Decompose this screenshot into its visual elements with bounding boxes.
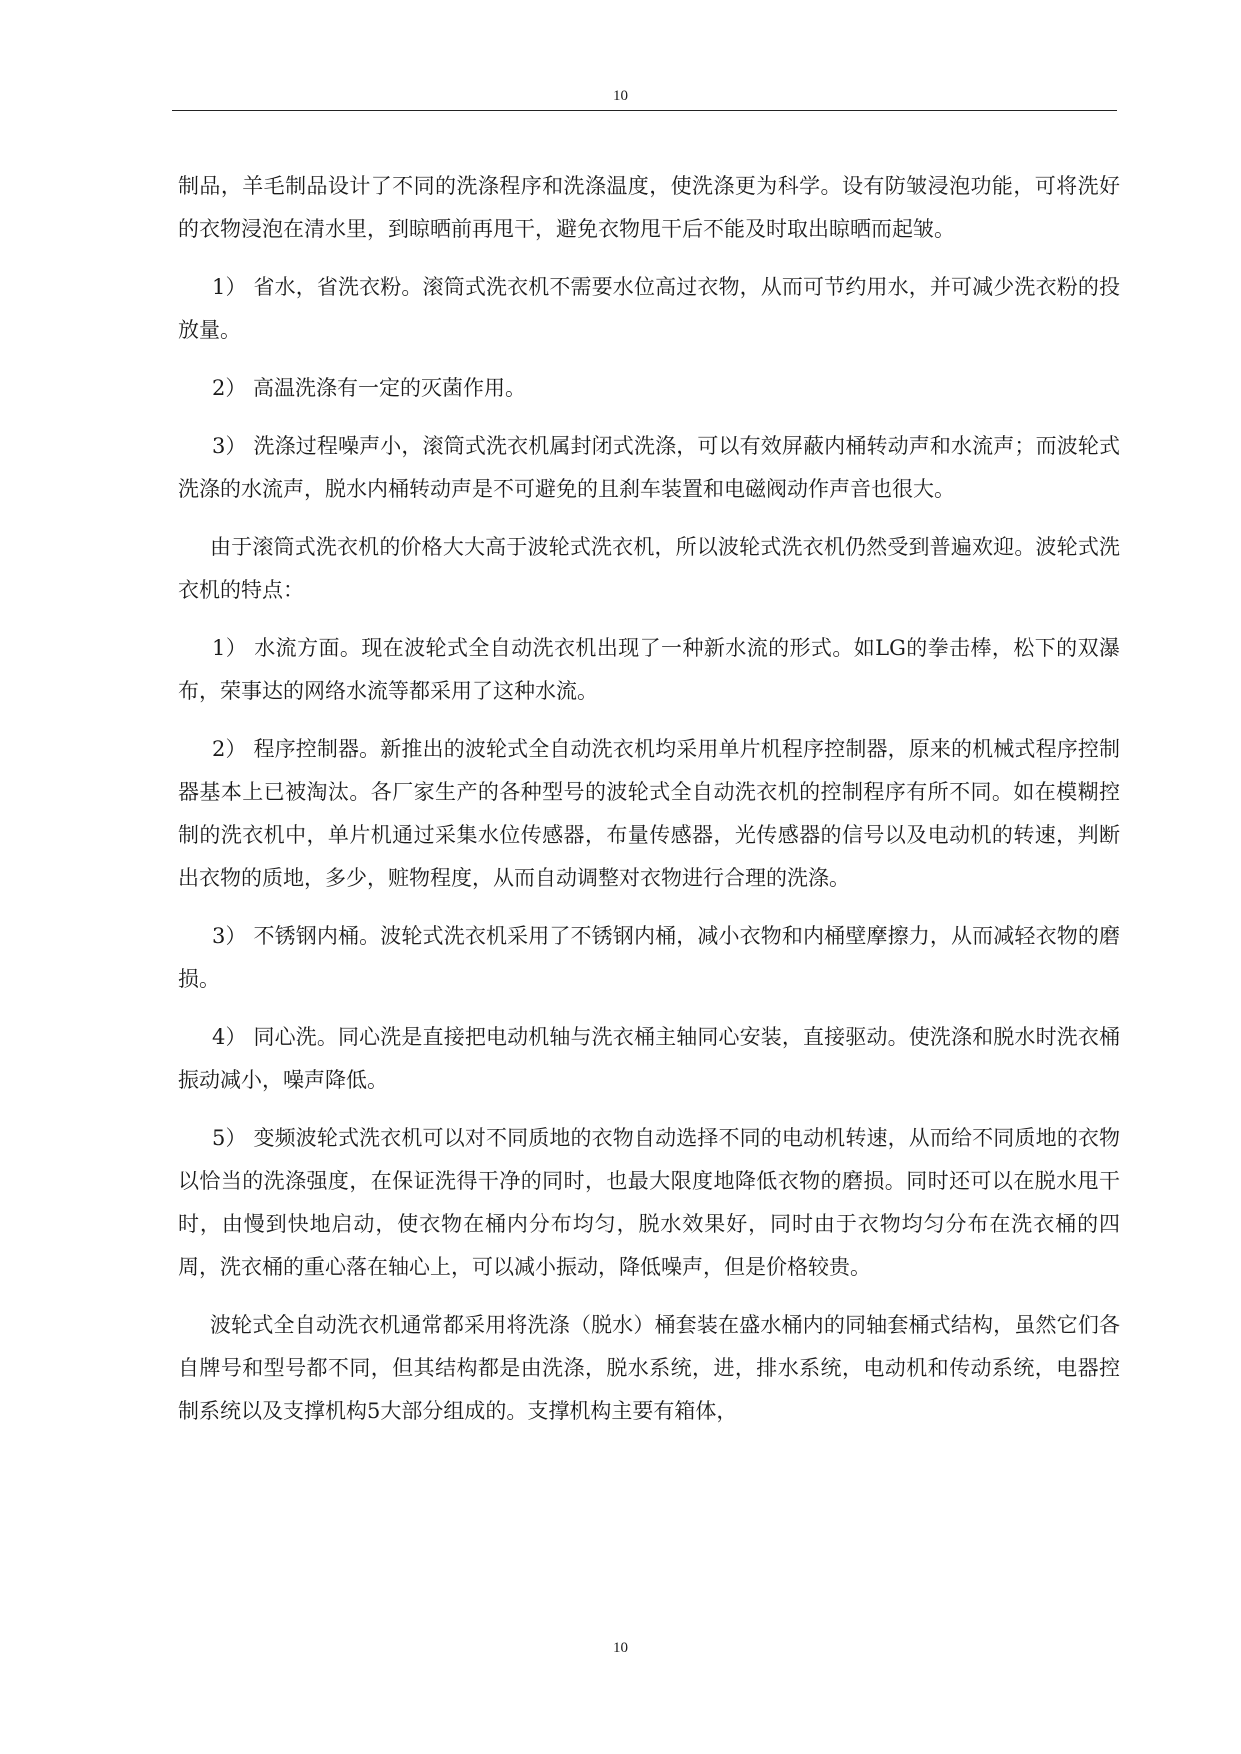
list-item-variable-frequency: 5） 变频波轮式洗衣机可以对不同质地的衣物自动选择不同的电动机转速，从而给不同质地的衣物以恰当的洗涤强度，在保证洗得干净的同时，也最大限度地降低衣物的磨损。同时还可以在脱水甩干时，由慢到快地启动，使衣物在桶内分布均匀，脱水效果好，同时由于衣物均匀分布在洗衣桶的四周，洗衣桶的重心落在轴心上，可以减小振动，降低噪声，但是价格较贵。	[178, 1126, 1120, 1279]
body-text	[178, 165, 1120, 1448]
list-item-program-controller: 2） 程序控制器。新推出的波轮式全自动洗衣机均采用单片机程序控制器，原来的机械式程序控制器基本上已被淘汰。各厂家生产的各种型号的波轮式全自动洗衣机的控制程序有所不同。如在模糊控制的洗衣机中，单片机通过采集水位传感器，布量传感器，光传感器的信号以及电动机的转速，判断出衣物的质地，多少，赃物程度，从而自动调整对衣物进行合理的洗涤。	[178, 737, 1120, 890]
paragraph-pulsator-intro: 由于滚筒式洗衣机的价格大大高于波轮式洗衣机，所以波轮式洗衣机仍然受到普遍欢迎。波轮式洗衣机的特点：	[178, 535, 1120, 602]
list-item-water-flow: 1） 水流方面。现在波轮式全自动洗衣机出现了一种新水流的形式。如LG的拳击棒，松下的双瀑布，荣事达的网络水流等都采用了这种水流。	[178, 636, 1120, 703]
list-item-save-water: 1） 省水，省洗衣粉。滚筒式洗衣机不需要水位高过衣物，从而可节约用水，并可减少洗衣粉的投放量。	[178, 275, 1120, 342]
list-item-concentric-wash: 4） 同心洗。同心洗是直接把电动机轴与洗衣桶主轴同心安装，直接驱动。使洗涤和脱水时洗衣桶振动减小，噪声降低。	[178, 1025, 1120, 1092]
paragraph-continuation: 制品，羊毛制品设计了不同的洗涤程序和洗涤温度，使洗涤更为科学。设有防皱浸泡功能，可将洗好的衣物浸泡在清水里，到晾晒前再甩干，避免衣物甩干后不能及时取出晾晒而起皱。	[178, 174, 1120, 241]
footer-page-number: 10	[613, 1640, 628, 1656]
header-page-number: 10	[613, 88, 628, 104]
list-item-low-noise: 3） 洗涤过程噪声小，滚筒式洗衣机属封闭式洗涤，可以有效屏蔽内桶转动声和水流声；而波轮式洗涤的水流声，脱水内桶转动声是不可避免的且刹车装置和电磁阀动作声音也很大。	[178, 434, 1120, 501]
paragraph-structure: 波轮式全自动洗衣机通常都采用将洗涤（脱水）桶套装在盛水桶内的同轴套桶式结构，虽然它们各自牌号和型号都不同，但其结构都是由洗涤，脱水系统，进，排水系统，电动机和传动系统，电器控制系统以及支撑机构5大部分组成的。支撑机构主要有箱体，	[178, 1313, 1120, 1423]
list-item-stainless-drum: 3） 不锈钢内桶。波轮式洗衣机采用了不锈钢内桶，减小衣物和内桶壁摩擦力，从而减轻衣物的磨损。	[178, 924, 1120, 991]
list-item-sterilization: 2） 高温洗涤有一定的灭菌作用。	[212, 376, 527, 400]
header-divider	[172, 110, 1117, 111]
